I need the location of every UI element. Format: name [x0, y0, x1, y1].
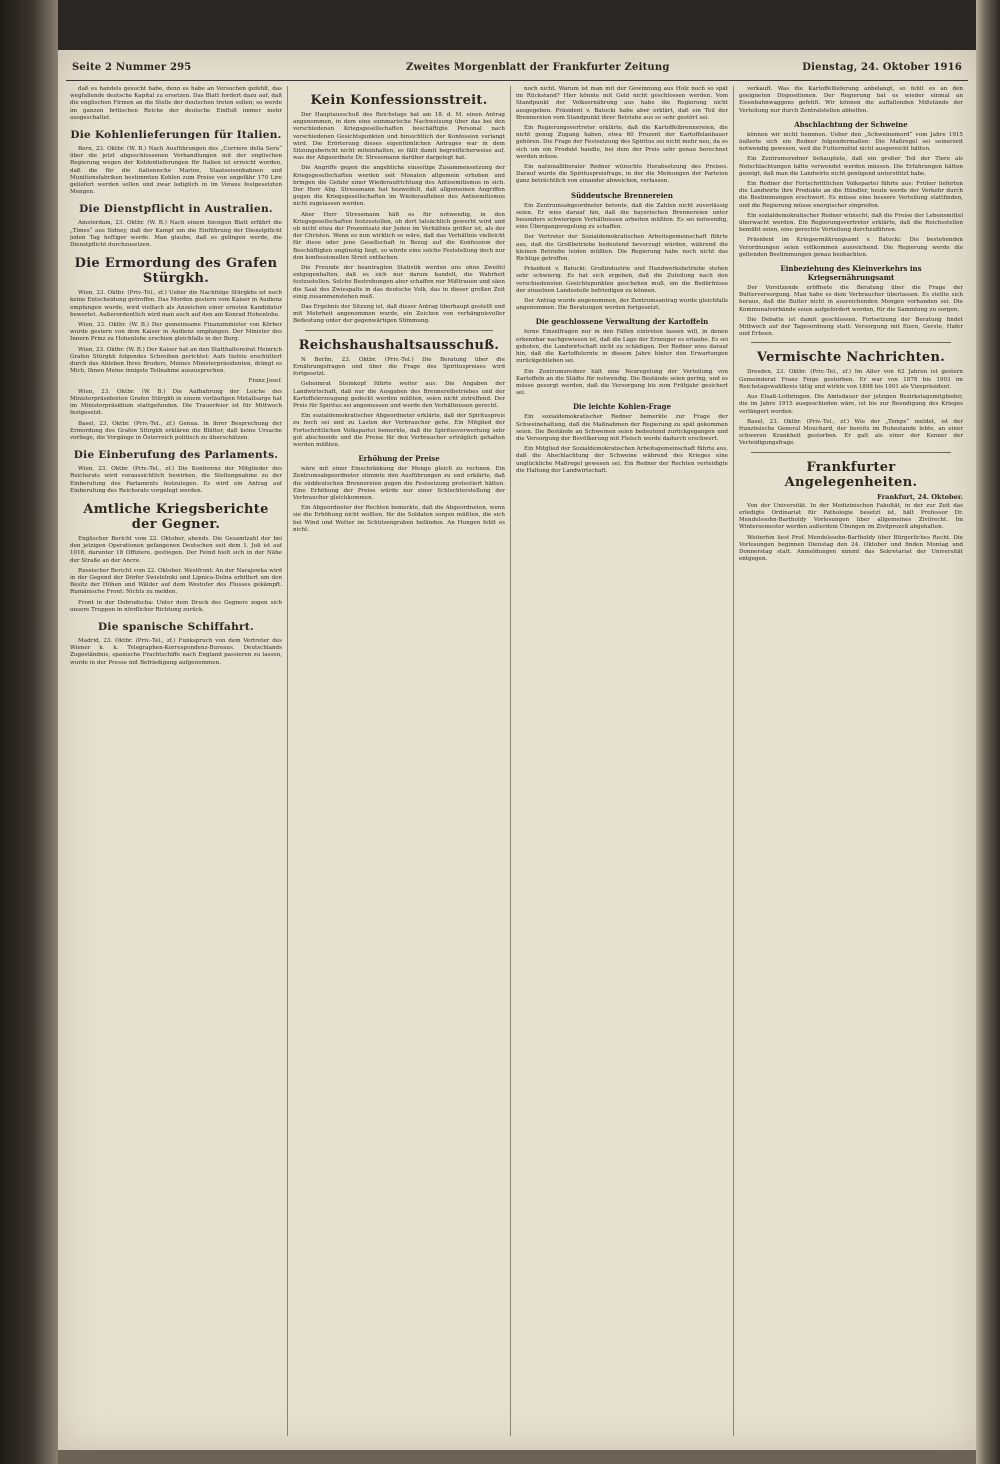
section-subheading: Erhöhung der Preise [358, 454, 440, 464]
column-divider [510, 86, 511, 1436]
article-heading: Kein Konfessionsstreit. [310, 93, 488, 108]
masthead-title: Zweites Morgenblatt der Frankfurter Zeitung [406, 62, 670, 73]
article-heading: Die Kohlenlieferungen für Italien. [70, 129, 282, 142]
article-text: Dresden, 23. Oktbr. (Priv.-Tel., zf.) Im Alter von 62 Jahren ist gestern Gemeinderat Franz Feige gestorben. Er war von 1878 bis 1903 im Reichstagswahlkreis tätig und wirkte von 1898 bis 1901 als Vizepräsident. [739, 369, 963, 390]
column-divider [287, 86, 288, 1436]
article-text: Präsident im Kriegsernährungsamt v. Batocki: Die bestehenden Verordnungen seien vollkommen ausreichend. Die Regierung werde die geltenden Bestimmungen genau beobachten. [739, 237, 963, 258]
article-text: Präsident v. Batocki: Großindustrie und Handwerksbetriebe stehen sehr schwierig. Es hat sich ergeben, daß die Zuteilung nach den verschiedensten Gesichtspunkten geschehen muß, um die Bedürfnisse der einzelnen Landesteile befriedigen zu können. [516, 266, 728, 294]
article-text: Amsterdam, 23. Oktbr. (W. B.) Nach einem hiesigen Blatt erfährt die „Times“ aus Sidney, daß der Kampf um die Einführung der Dienstpflicht jeden Tag heftiger werde. Man glaube, daß es gelingen werde, die Dienstpflicht durchzusetzen. [70, 220, 282, 249]
dateline: Frankfurt, 24. Oktober. [877, 492, 963, 501]
section-subheading: Einbeziehung des Kleinverkehrs ins Kriegsernährungsamt [780, 264, 922, 283]
article-text: Ein sozialdemokratischer Redner wünscht, daß die Preise der Lebensmittel überwacht werden. Ein Regierungsvertreter erklärte, daß die Reichsstellen bemüht seien, eine gerechte Verteilung durchzuführen. [739, 212, 963, 234]
article-heading: Vermischte Nachrichten. [756, 350, 946, 366]
article-text: Der Hauptausschuß des Reichstags hat am 18. d. M. einen Antrag angenommen, in dem eine summarische Nachweisung über das bei den verschiedenen Kriegsgesellschaften beschäftigte Personal nach verschiedenen Gesichtspunkten und hinsichtlich der Konfession verlangt wird. Die Erörterung dieses eigentümlichen Antrages war in dem Sitzungsbericht nicht miteinhalten, es fällt damit begreiflicherweise auf, was der Abgeordnete Dr. Stresemann darüber dargelegt hat. [293, 112, 505, 162]
column-4 [739, 86, 963, 1436]
article-divider [305, 330, 493, 331]
article-divider [751, 342, 951, 343]
article-text: Ein sozialdemokratischer Abgeordneter erklärte, daß der Spirituspreis zu hoch sei und zu Lasten der Verbraucher gehe. Ein Mitglied der Fortschrittlichen Volkspartei bemerkte, daß die Spiritusverwertung sehr gut abschneide und die Preise für den Verbraucher erträglich gehalten werden müßten. [293, 413, 505, 448]
article-text: Geheimrat Steinkopf führte weiter aus: Die Angaben der Landwirtschaft, daß nur die Ausgaben des Brennereibetriebes und der Kartoffelerzeugung gedeckt werden müßten, seien nicht zutreffend. Der Preis für Spiritus sei angemessen und werde den Verhältnissen gerecht. [293, 381, 505, 409]
article-text: Wien, 23. Oktbr. (W. B.) Die Aufbahrung der Leiche des Ministerpräsidenten Grafen Stürgkh in einem vorläufigen Metallsarge hat im Ministerpräsidium stattgefunden. Die Trauerfeier ist für Mittwoch festgesetzt. [70, 388, 282, 417]
article-text: Aus Elsaß-Lothringen. Die Amtsdauer der jetzigen Bezirkstagsmitglieder, die im Jahre 1915 ausgeschieden wäre, ist bis zur Beendigung des Krieges verlängert worden. [739, 394, 963, 415]
column-1 [70, 86, 282, 1436]
article-heading: Die Dienstpflicht in Australien. [79, 203, 273, 216]
article-text: wäre mit einer Einschränkung der Menge gleich zu rechnen. Ein Zentrumsabgeordneter stimmte den Ausführungen zu und erklärte, daß die süddeutschen Brennereien gegen die Festsetzung protestiert hätten. Eine Erhöhung der Preise würde nur einer Schlechterstellung der Verbraucher gleichkommen. [293, 466, 505, 501]
article-heading: Frankfurter Angelegenheiten. [784, 459, 918, 490]
article-text: Der Antrag wurde angenommen, der Zentrumsantrag wurde gleichfalls angenommen. Die Beratungen werden fortgesetzt. [516, 298, 728, 312]
article-text: Ein Abgeordneter der Rechten bemerkte, daß die Abgeordneten, wenn sie die Erhöhung nicht wollten, für die Soldaten sorgen müßten, die sich bei Wind und Wetter im Schützengraben befänden. An Hungen fehlt es nicht. [293, 505, 505, 533]
article-text: Russischer Bericht vom 22. Oktober. Westfront: An der Narajowka wird in der Gegend der Dörfer Swistelniki und Lipnica-Dolna erbittert um den Besitz der Höhen und Wälder auf dem Westufer des Flusses gekämpft. Rumänische Front: Nichts zu melden. [70, 567, 282, 596]
article-text: Front in der Dobrudscha: Unter dem Druck des Gegners zogen sich unsere Truppen in nördlicher Richtung zurück. [70, 599, 282, 613]
article-heading: Reichshaushaltsausschuß. [298, 337, 500, 353]
article-text: Wien, 23. Oktbr. (Priv.-Tel., zf.) Ueber die Nachfolge Stürgkhs ist noch keine Entscheidung getroffen. Das Morden gestern vom Kaiser in Audienz empfangen wurde, wird vielfach als Anzeichen einer ernsten Kandidatur bewertet. Außerordentlich wird man auch auf den am Konrad Hohenlohe. [70, 290, 282, 318]
signature: Franz Josef. [248, 378, 282, 385]
article-text: Ein nationalliberaler Redner wünschte Herabsetzung des Preises. Darauf wurde die Spirituspreisfrage, in der die Meinungen der Parteien ganz beträchtlich von einander abweichen, verlassen. [516, 164, 728, 185]
article-text: Die Freunde der beantragten Statistik werden uns ohne Zweifel entgegenhalten, daß es sich nur darum handelt, die Wahrheit festzustellen. Solche Bestrebungen aber schaffen nur Mißtrauen und säen die Saat des Zwiespalts in das deutsche Volk, das in dieser großen Zeit einig zusammenstehen muß. [293, 265, 505, 300]
article-text: Von der Universität. In der Medizinischen Fakultät, in der zur Zeit das erledigte Ordinariat für Pathologie besetzt ist, hält Professor Dr. Mendelssohn-Bartholdy Vorlesungen über allgemeines Zivilrecht. Im Wintersemester werden außerdem Übungen im Zivilprozeß abgehalten. [739, 502, 963, 531]
article-text: Wien, 23. Oktbr. (W. B.) Der Kaiser hat an den Statthaltereirat Heinrich Grafen Stürgkh folgendes Schreiben gerichtet: Aufs tiefste erschüttert durch das Ableben Ihres Bruders, Meines Ministerpräsidenten, drängt es Mich, Ihnen Meine innigste Teilnahme auszusprechen. [70, 346, 282, 375]
column-divider [733, 86, 734, 1436]
page-header [66, 62, 968, 78]
article-text: daß es handels gesucht habe, denn es habe an Versuchen gefehlt, das wegfallende deutsche Kapital zu ersetzen. Das Blatt fordert dazu auf, daß die englischen Firmen an die Stelle der deutschen treten sollen; so werde im ganzen britischen Reiche der deutsche Einfluß immer mehr ausgeschaltet. [70, 86, 282, 121]
article-text: Die Debatte ist damit geschlossen. Fortsetzung der Beratung findet Mittwoch auf der Tagesordnung statt: Versorgung mit Eiern, Gerste, Hafer und Erbsen. [739, 316, 963, 338]
article-text: Weiterhin liest Prof. Mendelssohn-Bartholdy über Bürgerliches Recht. Die Vorlesungen beginnen Dienstag den 24. Oktober und finden Montag und Donnerstag statt. Anmeldungen nimmt das Sekretariat der Universität entgegen. [739, 534, 963, 563]
article-text: Der Vertreter der Sozialdemokratischen Arbeitsgemeinschaft führte aus, daß die Großbetriebe bedeutend bevorzugt würden, während die kleinen Betriebe leiden müßten. Die Regierung habe noch nicht das Richtige getroffen. [516, 234, 728, 263]
section-subheading: Abschlachtung der Schweine [794, 119, 908, 129]
article-text: Ein Regierungsvertreter erklärte, daß die Kartoffelbrennereien, die nicht genug Zugang haben, etwa 60 Prozent der Kartoffelanbauer gehören. Die Frage der Festsetzung des Spiritus sei nicht mehr neu, da es sich um ein Produkt handle, bei dem der Preis sehr genau berechnet werden müsse. [516, 125, 728, 160]
section-subheading: Die leichte Kohlen-Frage [572, 402, 672, 412]
article-text: N Berlin, 23. Oktbr. (Priv.-Tel.) Die Beratung über die Ernährungsfragen und über die Frage des Spirituspreises wird fortgesetzt. [293, 356, 505, 378]
section-subheading: Die geschlossene Verwaltung der Kartoffeln [535, 317, 709, 327]
article-text: verkauft. Was die Kartoffellieferung anbelangt, so fehlt es an den geeigneten Dispositionen. Der Regierung hat es wieder einmal an Eisenbahnwaggons gefehlt. Wir können die auffallenden Mißstände der Verteilung nur durch Zentralstellen abhelfen. [739, 86, 963, 114]
page-number: Seite 2 Nummer 295 [72, 62, 192, 73]
book-spine [0, 0, 58, 1464]
article-divider [751, 452, 951, 453]
article-heading: Amtliche Kriegsberichte der Gegner. [83, 501, 269, 532]
article-text: Das Ergebnis der Sitzung ist, daß dieser Antrag überhaupt gestellt und mit Mehrheit angenommen wurde, ein Zeichen von verhängnisvoller Bedeutung unter der gegenwärtigen Stimmung. [293, 304, 505, 325]
article-text: Basel, 23. Oktbr. (Priv.-Tel., zf.) Genua. In ihrer Besprechung der Ermordung des Grafen Stürgkh erklären die Blätter, daß keine Ursache vorliege, die Vorgänge in Österreich politisch zu überschätzen. [70, 420, 282, 441]
column-3 [516, 86, 728, 1436]
article-text: ferne Einzelfragen nur in den Fällen eintreten lassen will, in denen erkennbar nachgewiesen ist, daß die Lage der Erzeuger es erlaube. Es sei geboten, die Landwirtschaft nicht zu schädigen. Der Redner wies darauf hin, daß die Kartoffelernte in diesem Jahre hinter den Erwartungen zurückgeblieben sei. [516, 329, 728, 365]
article-text: Basel, 23. Oktbr. (Priv.-Tel., zf.) Wie der „Temps“ meldet, ist der französische General Mouchard, der bereits im Ruhestande lebte, an einer schweren Krankheit gestorben. Er galt als einer der Kenner der Verteidigungsfrage. [739, 418, 963, 447]
article-text: Bern, 23. Oktbr. (W. B.) Nach Ausführungen des „Corriere della Sera“ über die jetzt abgeschlossenen Verhandlungen mit der englischen Regierung wegen der Kohlenlieferungen für Italien ist erreicht worden, daß die für die italienische Marine, Staatseisenbahnen und Munitionsfabriken bestimmten Kohlen zum Preise von ungefähr 170 Lire geliefert werden sollen und zwar lediglich in im Voraus festgesetzten Mengen. [70, 146, 282, 196]
article-text: Ein Redner der Fortschrittlichen Volkspartei führte aus: Früher lieferten die Landwirte ihre Produkte an die Händler, heute werde der Verkehr durch die Bestimmungen erschwert. Es müsse eine bessere Verteilung stattfinden, und die Regierung müsse energischer eingreifen. [739, 181, 963, 209]
article-text: noch nicht. Warum ist man mit der Gewinnung aus Holz noch so spät im Rückstand? Hier könnte mit Geld nicht geschlossen werden. Vom Standpunkt der Volksernährung aus habe die Regierung nicht ausgegeben. Präsident v. Batocki habe aber erklärt, daß ein Teil der Brennereien vom Standpunkt ihrer Betriebe aus so sehr gestört sei. [516, 86, 728, 121]
page-edge [976, 0, 1000, 1464]
column-2 [293, 86, 505, 1436]
issue-date: Dienstag, 24. Oktober 1916 [802, 62, 962, 73]
article-text: Ein Zentrumsabgeordneter betonte, daß die Zahlen nicht zuverlässig seien. Er wies darauf hin, daß die bayerischen Brennereien unter besonders schwierigen Verhältnissen arbeiten müßten. Es sei notwendig, eine Übergangsregelung zu schaffen. [516, 202, 728, 231]
newspaper-page [58, 50, 976, 1450]
article-text: Der Vorsitzende eröffnete die Beratung über die Frage der Butterversorgung. Man habe es dem Verbraucher überlassen. Es stellte sich heraus, daß die Butter nicht in ausreichenden Mengen vorhanden sei. Die Kommunalverbände seien aufgefordert worden, für die Sammlung zu sorgen. [739, 285, 963, 313]
article-text: können wir nicht hemmen. Ueber den „Schweinemord“ vom Jahre 1915 äußerte sich ein Redner folgendermaßen: Die Maßregel sei seinerzeit notwendig gewesen, weil die Futtermittel nicht ausgereicht hätten. [739, 131, 963, 153]
section-subheading: Süddeutsche Brennereien [571, 190, 673, 200]
header-rule [66, 80, 968, 81]
article-heading: Die Einberufung des Parlaments. [73, 449, 279, 462]
article-text: Ein Zentrumsredner hält eine Neuregelung der Verteilung von Kartoffeln an die Städte für notwendig. Die Bestände seien gering, und es müsse gesorgt werden, daß die Versorgung bis zum Frühjahr gesichert sei. [516, 368, 728, 397]
page-bottom-edge [58, 1450, 976, 1464]
article-text: Aber Herr Stresemann hält es für notwendig, in den Kriegsgesellschaften festzustellen, ob dort tatsächlich gewerbt wird und ob nicht etwa der Prozentsatz der Juden im Verhältnis größer ist, als der der Christen. Wenn es nun wirklich so wäre, daß das Verhältnis vielleicht für diese oder jene Gesellschaft in Bezug auf die Konfession der Beschäftigten ungünstig liegt, so würde eine solche Feststellung doch nur den konfessionellen Streit entfachen. [293, 211, 505, 261]
article-text: Englischer Bericht vom 22. Oktober, abends. Die Gesamtzahl der bei den jetzigen Operationen gefangenen Deutschen seit dem 1. Juli ist auf 1018, darunter 18 Offiziere, gestiegen. Der Feind hielt sich in der Nähe der Straße an der Ancre. [70, 535, 282, 564]
article-text: Ein Mitglied der Sozialdemokratischen Arbeitsgemeinschaft führte aus, daß die Abschlachtung der Schweine während des Krieges eine unglückliche Maßregel gewesen sei. Ein Redner der Rechten verteidigte die Haltung der Landwirtschaft. [516, 446, 728, 474]
article-text: Die Angriffe gegen die angebliche einseitige Zusammensetzung der Kriegsgesellschaften werden seit Monaten allgemein erhoben und bringen die Gefahr einer Wiederaufrichtung des Antisemitismus in sich. Der Herr Abg. Stresemann hat bezweifelt, daß allgemeinen Angriffen gegen die Kriegsgesellschaften im Wiederaufleben des Antisemitismus nicht zugelassen werden. [293, 165, 505, 208]
article-heading: Die Ermordung des Grafen Stürgkh. [74, 256, 278, 287]
article-text: Wien, 23. Oktbr. (W. B.) Der gemeinsame Finanzminister von Körber wurde gestern von dem Kaiser in Audienz empfangen. Der Minister des Innern Prinz zu Hohenlohe erschien gleichfalls in der Burg. [70, 322, 282, 343]
article-text: Wien, 23. Oktbr. (Priv.-Tel., zf.) Die Konferenz der Mitglieder des Reichsrats wird voraussichtlich bewirken, die Stellungnahme zu der Einberufung des Parlaments festzulegen. Es wird ein Antrag auf Einberufung des Reichsrats vorgelegt werden. [70, 466, 282, 494]
article-text: Madrid, 23. Oktbr. (Priv.-Tel., zf.) Funkspruch von dem Vertreter des Wiener k. k. Telegraphen-Korrespondenz-Bureaus. Deutschlands Zugeständnis, spanische Frachtschiffe nach England passieren zu lassen, wurde in der Presse mit Befriedigung aufgenommen. [70, 637, 282, 666]
article-text: Ein sozialdemokratischer Redner bemerkte zur Frage der Schweinehaltung, daß die Maßnahmen der Regierung zu spät gekommen seien. Die Bestände an Schweinen seien bedeutend zurückgegangen und die Versorgung der Bevölkerung mit Fleisch werde dadurch erschwert. [516, 414, 728, 442]
article-heading: Die spanische Schiffahrt. [98, 620, 254, 633]
article-text: Ein Zentrumsredner behauptete, daß ein großer Teil der Tiere als Notschlachtungen hätte verwendet werden müssen. Die Erfahrungen hätten gezeigt, daß man die Landwirte nicht genügend unterstützt habe. [739, 156, 963, 177]
